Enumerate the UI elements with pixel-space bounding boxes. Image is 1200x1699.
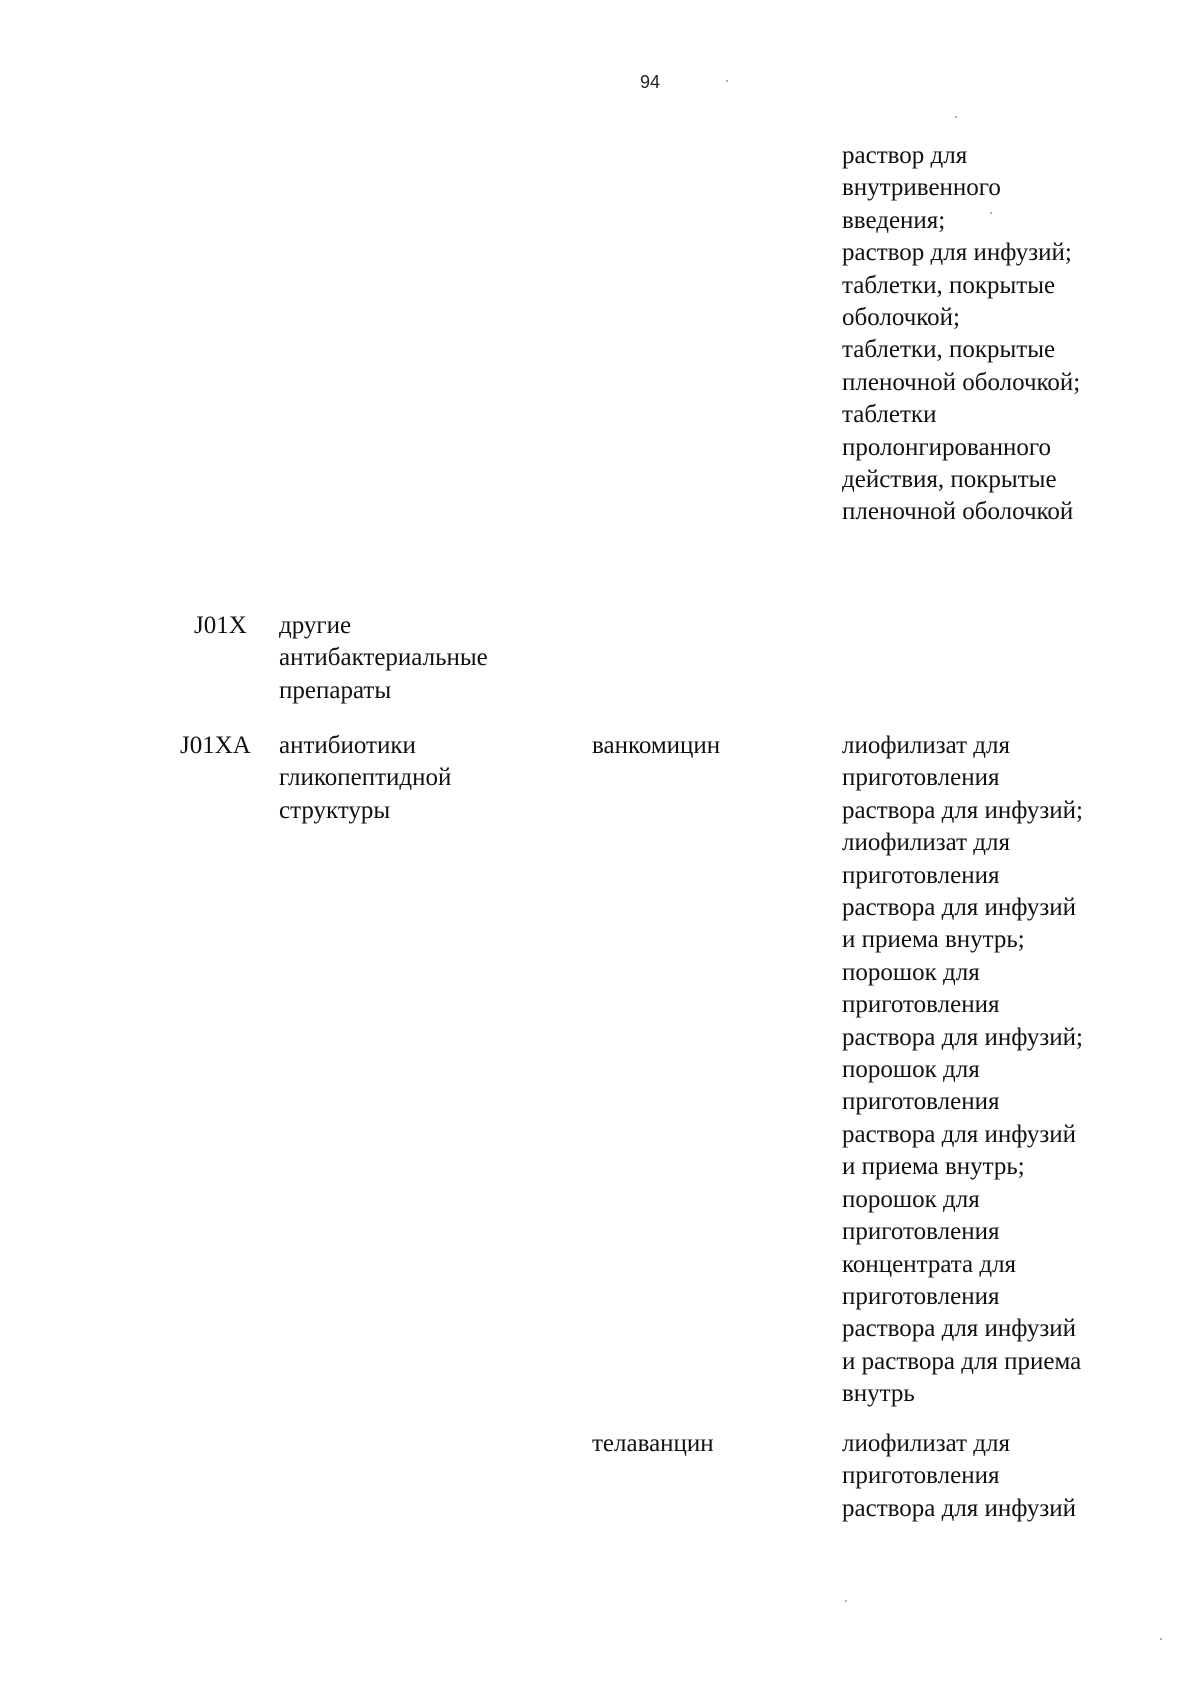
form-line: раствора для инфузий xyxy=(842,1315,1077,1343)
form-line: приготовления xyxy=(842,1218,1000,1246)
form-line: раствора для инфузий xyxy=(842,1120,1077,1148)
dosage-forms xyxy=(842,1428,1076,1525)
group-name-line: другие xyxy=(279,612,352,639)
form-line: оболочкой; xyxy=(842,304,960,332)
form-line: приготовления xyxy=(842,991,1000,1019)
form-line: приготовления xyxy=(842,1088,1000,1116)
page-number: 94 xyxy=(639,72,661,92)
form-line: и приема внутрь; xyxy=(842,1153,1025,1181)
form-line: пленочной оболочкой; xyxy=(842,368,1081,396)
form-line: приготовления xyxy=(842,861,1000,889)
form-line: порошок для xyxy=(842,1056,980,1084)
form-line: таблетки, покрытые xyxy=(842,271,1056,299)
atc-group-name xyxy=(279,610,488,707)
continuation-forms xyxy=(842,140,1080,529)
scan-speck xyxy=(1160,1638,1162,1640)
drug-name xyxy=(592,730,720,762)
form-line: пролонгированного xyxy=(842,433,1051,461)
atc-group-name xyxy=(279,730,451,827)
form-line: лиофилизат для xyxy=(842,1430,1010,1457)
form-line: раствора для инфузий xyxy=(842,894,1077,922)
form-line: приготовления xyxy=(842,1282,1000,1310)
form-line: введения; xyxy=(842,206,946,234)
form-line: раствора для инфузий; xyxy=(842,1023,1083,1051)
form-line: лиофилизат для xyxy=(842,829,1010,857)
form-line: внутрь xyxy=(842,1380,915,1408)
form-line: порошок для xyxy=(842,958,980,986)
form-line: концентрата для xyxy=(842,1250,1017,1278)
scan-speck xyxy=(726,80,728,82)
group-name-line: структуры xyxy=(279,796,391,824)
form-line: и приема внутрь; xyxy=(842,926,1025,954)
form-line: пленочной оболочкой xyxy=(842,498,1074,526)
drug-name-text: ванкомицин xyxy=(592,732,721,759)
group-name-line: препараты xyxy=(279,676,392,704)
form-line: действия, покрытые xyxy=(842,466,1057,494)
form-line: таблетки xyxy=(842,401,937,429)
form-line: приготовления xyxy=(842,764,1000,792)
form-line: приготовления xyxy=(842,1462,1000,1490)
form-line: раствор для инфузий; xyxy=(842,239,1072,267)
form-line: раствора для инфузий; xyxy=(842,796,1083,824)
group-name-line: гликопептидной xyxy=(279,764,452,792)
scan-speck xyxy=(845,1600,847,1602)
form-line: и раствора для приема xyxy=(842,1347,1082,1375)
atc-code: J01XA xyxy=(180,732,251,759)
scan-speck xyxy=(955,116,957,118)
dosage-forms xyxy=(842,730,1083,1411)
form-line: лиофилизат для xyxy=(842,732,1010,759)
group-name-line: антибактериальные xyxy=(279,644,488,672)
form-line: раствор для xyxy=(842,142,968,169)
drug-name-text: телаванцин xyxy=(592,1430,714,1457)
form-line: раствора для инфузий xyxy=(842,1494,1077,1522)
form-line: таблетки, покрытые xyxy=(842,336,1056,364)
form-line: порошок для xyxy=(842,1185,980,1213)
form-line: внутривенного xyxy=(842,174,1001,202)
drug-name xyxy=(592,1428,714,1460)
group-name-line: антибиотики xyxy=(279,732,416,759)
atc-code: J01X xyxy=(194,612,247,639)
